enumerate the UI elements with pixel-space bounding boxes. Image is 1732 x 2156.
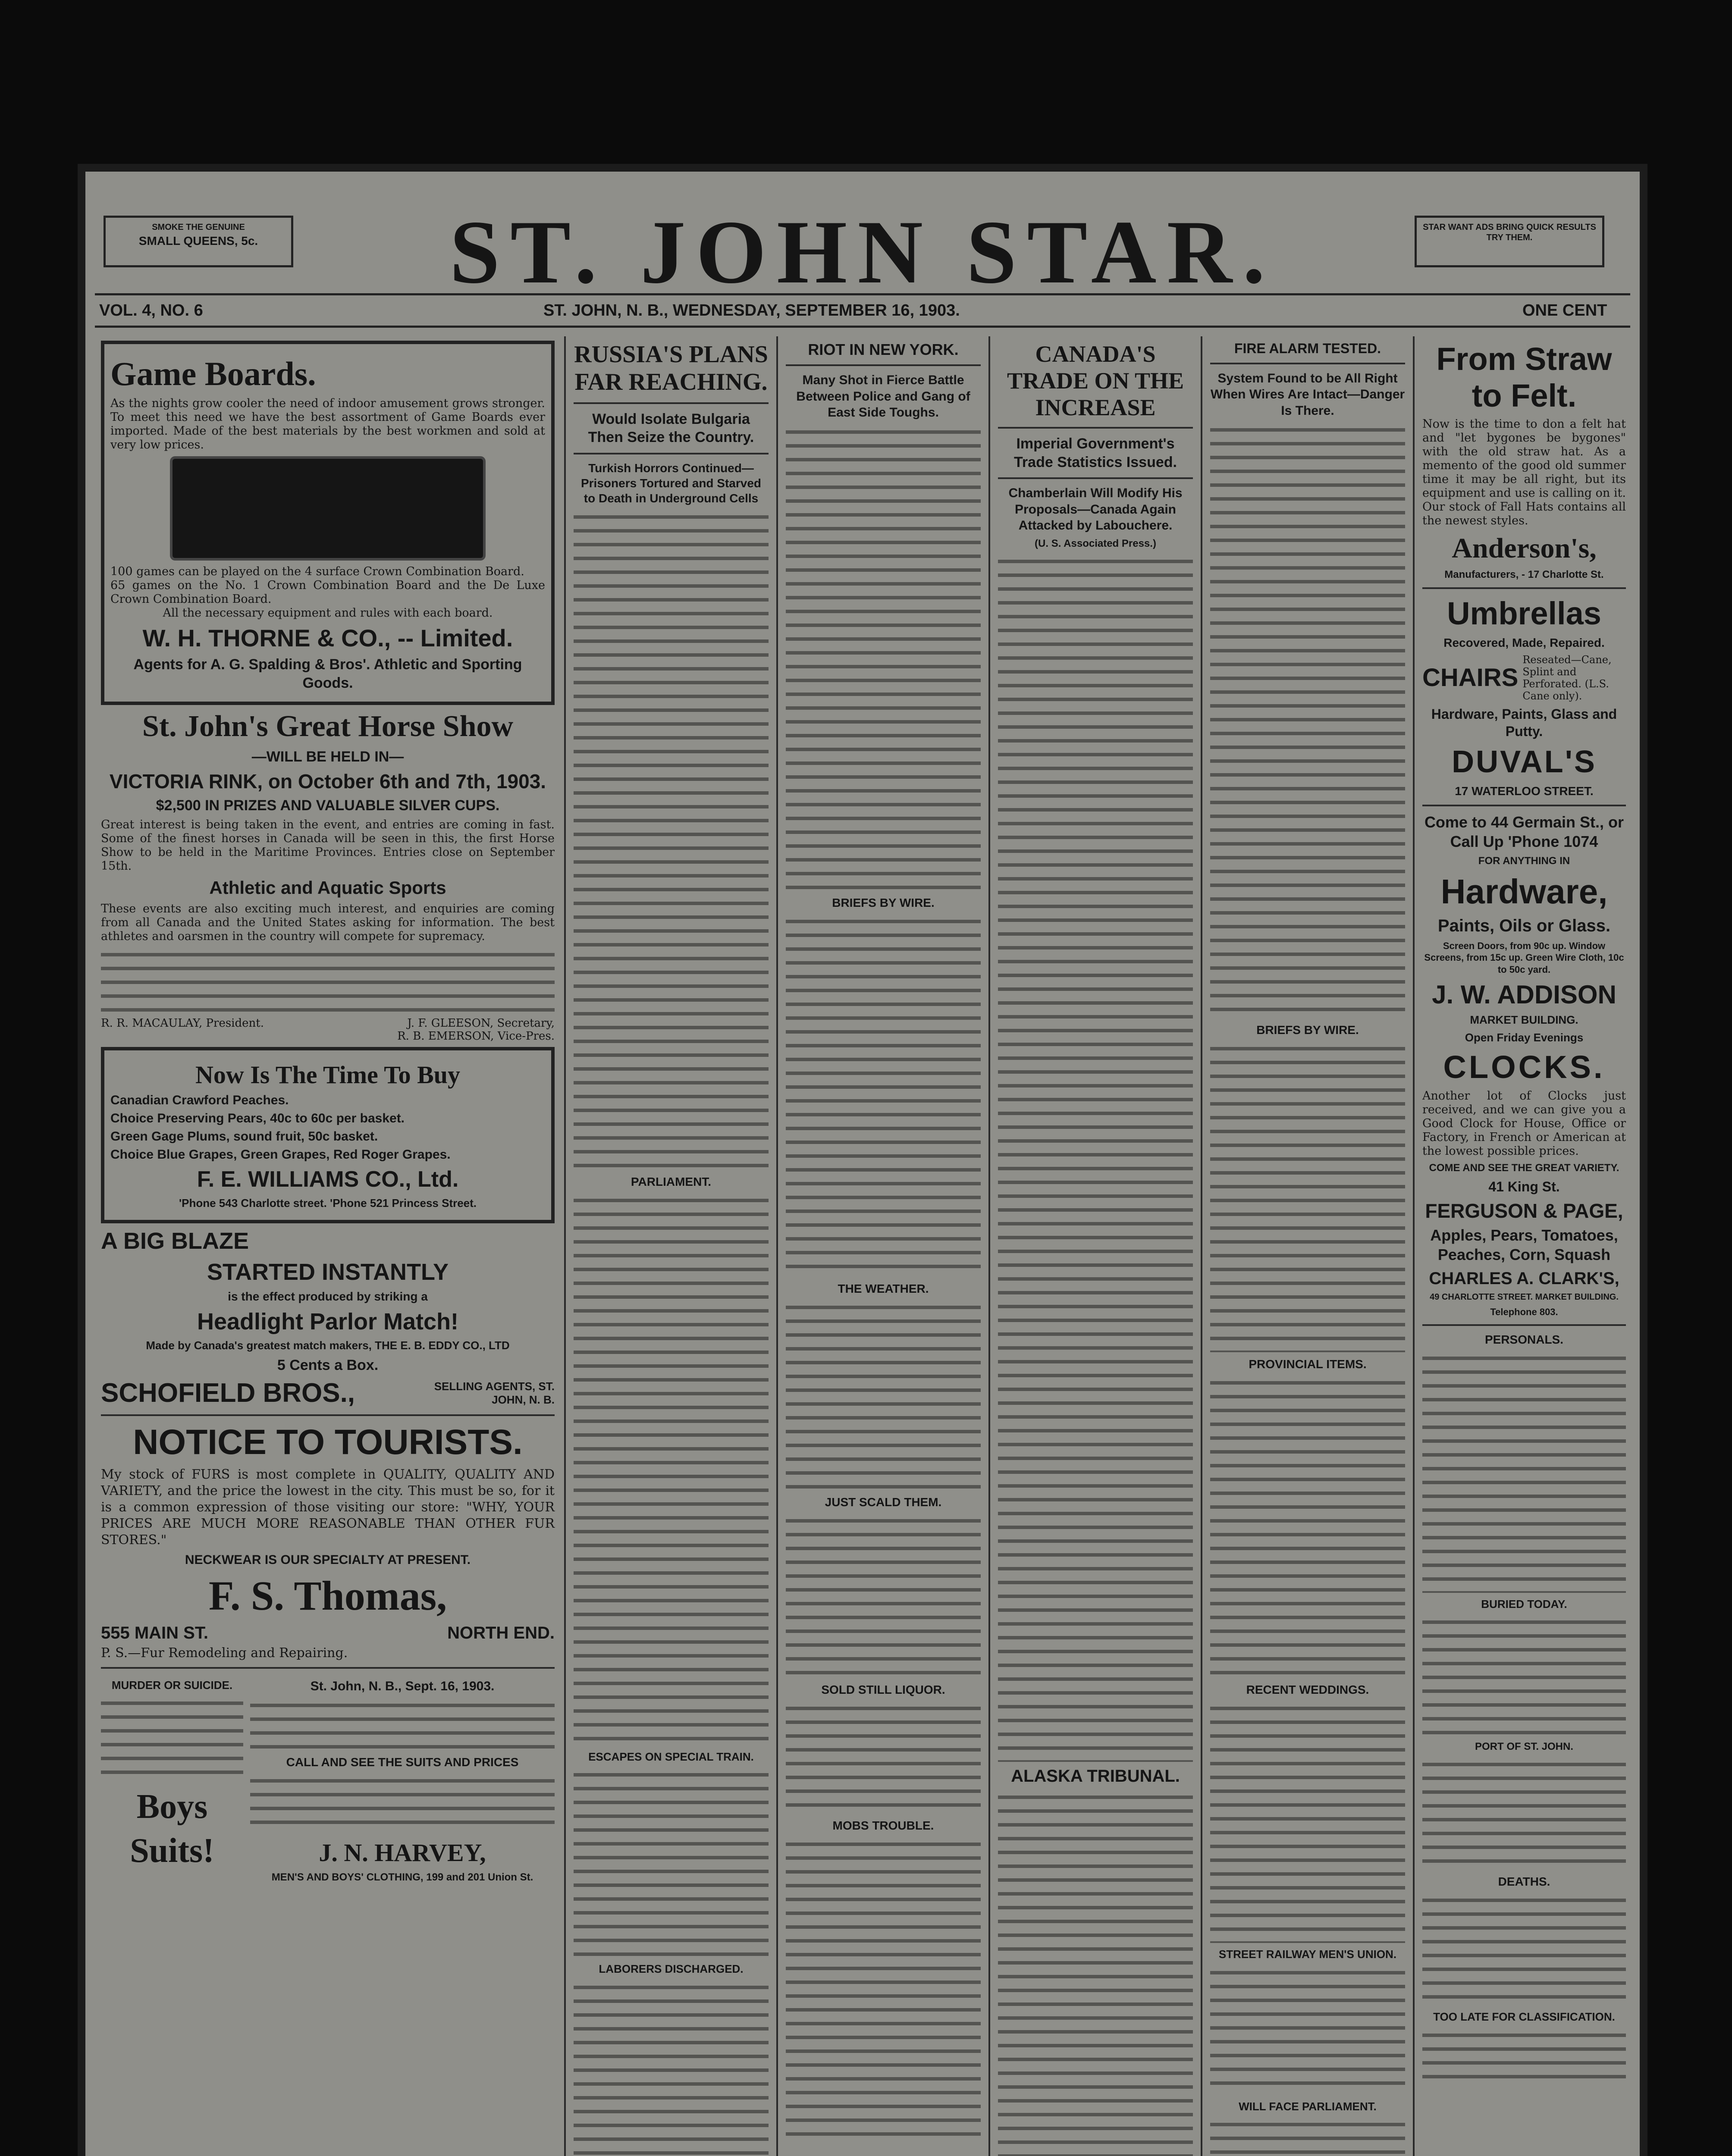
fruit-line: Choice Blue Grapes, Green Grapes, Red Roger Grapes. <box>110 1147 451 1162</box>
clocks-title: CLOCKS. <box>1443 1049 1605 1085</box>
right-ear-ad <box>1415 216 1604 267</box>
anderson-name: Anderson's, <box>1452 533 1597 564</box>
mobs-head: MOBS TROUBLE. <box>832 1818 934 1832</box>
horse-show-ad <box>101 709 555 1043</box>
divider <box>998 427 1193 429</box>
come-line: Come to 44 Germain St., or Call Up 'Phone 1074 <box>1424 813 1624 850</box>
divider <box>1422 805 1626 806</box>
union-head: STREET RAILWAY MEN'S UNION. <box>1218 1948 1397 1961</box>
blaze-line-6: 5 Cents a Box. <box>277 1357 379 1373</box>
divider <box>574 402 769 404</box>
harvey-price-block <box>250 1774 555 1834</box>
divider <box>1422 587 1626 589</box>
fruit-ad <box>101 1047 555 1223</box>
game-boards-detail: 65 games on the No. 1 Crown Combination Board and the De Luxe Crown Combination Board. <box>110 578 545 606</box>
umbrellas-title: Umbrellas <box>1447 595 1601 632</box>
clark-telephone: Telephone 803. <box>1490 1307 1558 1318</box>
burial-text-block <box>1422 1615 1626 1736</box>
issue-price: ONE CENT <box>1522 301 1607 320</box>
paints-line: Paints, Oils or Glass. <box>1437 916 1611 935</box>
trade-headline: CANADA'S TRADE ON THE INCREASE <box>1007 341 1184 421</box>
suits-word: Suits! <box>130 1832 214 1870</box>
newspaper-page <box>78 164 1647 2156</box>
scald-text-block <box>786 1514 981 1678</box>
divider <box>786 364 981 366</box>
schofield-name: SCHOFIELD BROS., <box>101 1378 355 1408</box>
russia-subhead: Would Isolate Bulgaria Then Seize the Country. <box>588 411 754 446</box>
left-ear-ad <box>104 216 293 267</box>
port-head: PORT OF ST. JOHN. <box>1475 1741 1574 1753</box>
briefs-head: BRIEFS BY WIRE. <box>832 896 935 909</box>
column-riot <box>780 336 987 2156</box>
column-rule <box>1413 336 1415 2156</box>
russia-headline: RUSSIA'S PLANS FAR REACHING. <box>574 341 768 396</box>
officer-vice-president: R. B. EMERSON, Vice-Pres. <box>397 1029 555 1043</box>
murder-text-block <box>101 1696 243 1783</box>
left-ear-top-text: SMOKE THE GENUINE <box>152 222 245 232</box>
parliament-head: PARLIAMENT. <box>631 1175 712 1188</box>
addison-open: Open Friday Evenings <box>1465 1031 1584 1044</box>
column-rule <box>564 336 566 2156</box>
trade-text-block <box>998 555 1193 1762</box>
chairs-side: Reseated—Cane, Splint and Perforated. (L.S. Cane only). <box>1522 654 1612 702</box>
umbrellas-sub: Recovered, Made, Repaired. <box>1443 636 1605 650</box>
hardware-title: Hardware, <box>1440 872 1608 911</box>
chairs-row <box>1422 654 1626 702</box>
weddings-text-block <box>1210 1702 1405 1943</box>
scald-head: JUST SCALD THEM. <box>825 1495 942 1509</box>
left-ear-main-text: SMALL QUEENS, 5c. <box>138 234 258 248</box>
schofield-row <box>101 1378 555 1408</box>
harvey-sub: MEN'S AND BOYS' CLOTHING, 199 and 201 Union St. <box>271 1871 533 1883</box>
russia-deck: Turkish Horrors Continued—Prisoners Tortured and Starved to Death in Underground Cells <box>580 461 762 505</box>
chairs-title: CHAIRS <box>1422 663 1519 692</box>
volume-number: VOL. 4, NO. 6 <box>99 301 203 320</box>
harvey-ad <box>250 1675 555 1887</box>
laborers-head: LABORERS DISCHARGED. <box>599 1962 744 1976</box>
thomas-ps: P. S.—Fur Remodeling and Repairing. <box>101 1645 348 1661</box>
horse-show-text-block <box>101 948 555 1012</box>
divider <box>1210 363 1405 364</box>
port-text-block <box>1422 1758 1626 1870</box>
mobs-text-block <box>786 1837 981 2139</box>
personals-head: PERSONALS. <box>1484 1332 1564 1346</box>
late-classification-text-block <box>1422 2028 1626 2089</box>
blaze-line-2: STARTED INSTANTLY <box>207 1259 449 1285</box>
addison-name: J. W. ADDISON <box>1432 980 1616 1009</box>
game-boards-intro: As the nights grow cooler the need of indoor amusement grows stronger. To meet this need we have the best assortment of Game Boards ever imported. Made of the best materials by the best workmen and sold at very low prices. <box>110 396 545 451</box>
horse-show-held: —WILL BE HELD IN— <box>251 748 404 765</box>
union-text-block <box>1210 1966 1405 2095</box>
divider <box>1422 1324 1626 1326</box>
harvey-name: J. N. HARVEY, <box>319 1839 486 1867</box>
straw-line-2: to Felt. <box>1472 378 1577 414</box>
briefs-text-block-2 <box>1210 1042 1405 1352</box>
riot-subhead: Many Shot in Fierce Battle Between Police and Gang of East Side Toughs. <box>796 373 970 420</box>
deaths-head: DEATHS. <box>1498 1875 1550 1889</box>
trade-press-credit: (U. S. Associated Press.) <box>1035 537 1156 549</box>
weather-text-block <box>786 1300 981 1490</box>
duval-address: 17 WATERLOO STREET. <box>1455 784 1594 798</box>
column-fire-alarm <box>1204 336 1411 2156</box>
bottom-left-area <box>101 1675 555 1887</box>
fire-alarm-headline: FIRE ALARM TESTED. <box>1234 341 1381 356</box>
alaska-text-block <box>998 1790 1193 2156</box>
horse-show-venue: VICTORIA RINK, on October 6th and 7th, 1903. <box>109 770 546 793</box>
column-rule <box>1201 336 1202 2156</box>
horse-show-officers <box>101 1017 555 1043</box>
straw-line-1: From Straw <box>1436 341 1612 377</box>
match-ad <box>101 1228 555 1409</box>
column-russia <box>568 336 775 2156</box>
thorne-name: W. H. THORNE & CO., -- Limited. <box>142 624 513 652</box>
column-rule <box>776 336 778 2156</box>
murder-story <box>101 1675 243 1887</box>
apples-line: Apples, Pears, Tomatoes, Peaches, Corn, Squash <box>1430 1226 1618 1264</box>
officer-others <box>397 1017 555 1043</box>
game-boards-equipment: All the necessary equipment and rules with each board. <box>163 606 493 620</box>
liquor-text-block <box>786 1702 981 1814</box>
clark-address: 49 CHARLOTTE STREET. MARKET BUILDING. <box>1430 1292 1619 1302</box>
trade-subhead: Imperial Government's Trade Statistics Issued. <box>1014 436 1177 470</box>
thomas-address <box>101 1623 555 1643</box>
schofield-agents: SELLING AGENTS, ST. JOHN, N. B. <box>434 1379 555 1406</box>
late-classification-head: TOO LATE FOR CLASSIFICATION. <box>1433 2010 1615 2024</box>
blaze-line-4: Headlight Parlor Match! <box>197 1308 459 1335</box>
horse-show-title: St. John's Great Horse Show <box>142 710 514 743</box>
fruit-line: Green Gage Plums, sound fruit, 50c basket. <box>110 1129 378 1144</box>
game-board-illustration <box>170 456 486 561</box>
blaze-line-5: Made by Canada's greatest match makers, THE E. B. EDDY CO., LTD <box>146 1339 510 1352</box>
face-parliament-text-block <box>1210 2118 1405 2156</box>
escapes-text-block <box>574 1768 769 1958</box>
parliament-text-block <box>574 1194 769 1745</box>
laborers-text-block <box>574 1981 769 2156</box>
thomas-district: NORTH END. <box>447 1623 555 1642</box>
thorne-subtitle: Agents for A. G. Spalding & Bros'. Athletic and Sporting Goods. <box>133 656 522 691</box>
blaze-line-3: is the effect produced by striking a <box>228 1289 428 1303</box>
fire-alarm-subhead: System Found to be All Right When Wires Are Intact—Danger Is There. <box>1210 371 1405 418</box>
game-boards-title: Game Boards. <box>110 355 316 392</box>
suits-call: CALL AND SEE THE SUITS AND PRICES <box>286 1755 519 1769</box>
ads-column-left <box>95 336 561 2156</box>
boys-word: Boys <box>136 1788 208 1826</box>
williams-phones: 'Phone 543 Charlotte street. 'Phone 521 Princess Street. <box>179 1197 477 1210</box>
fruit-line: Choice Preserving Pears, 40c to 60c per basket. <box>110 1111 405 1126</box>
fruit-ad-title: Now Is The Time To Buy <box>195 1060 461 1089</box>
ferguson-name: FERGUSON & PAGE, <box>1425 1199 1623 1222</box>
horse-show-body: Great interest is being taken in the event, and entries are coming in fast. Some of the finest horses in Canada will be seen in this, the first Horse Show to be held in the Maritime Provinces. Entries close on September 15th. <box>101 818 555 873</box>
williams-name: F. E. WILLIAMS CO., Ltd. <box>197 1167 459 1192</box>
riot-headline: RIOT IN NEW YORK. <box>808 341 959 358</box>
harvey-text-block <box>250 1698 555 1750</box>
deaths-text-block <box>1422 1893 1626 2006</box>
column-trade <box>992 336 1199 2156</box>
divider <box>101 1414 555 1416</box>
burial-head: BURIED TODAY. <box>1481 1597 1567 1611</box>
for-anything: FOR ANYTHING IN <box>1478 855 1570 867</box>
game-boards-ad <box>101 341 555 705</box>
athletic-sports-head: Athletic and Aquatic Sports <box>209 877 446 898</box>
horse-show-prizes: $2,500 IN PRIZES AND VALUABLE SILVER CUPS. <box>156 797 500 814</box>
briefs-head-2: BRIEFS BY WIRE. <box>1256 1023 1359 1037</box>
neckwear-line: NECKWEAR IS OUR SPECIALTY AT PRESENT. <box>185 1552 471 1567</box>
fire-alarm-text-block <box>1210 423 1405 1018</box>
clocks-address: 41 King St. <box>1488 1178 1560 1194</box>
harvey-date: St. John, N. B., Sept. 16, 1903. <box>310 1679 495 1693</box>
thomas-name: F. S. Thomas, <box>208 1573 447 1619</box>
clocks-body: Another lot of Clocks just received, and we can give you a Good Clock for House, Office or Factory, in French or American at the lowest possible prices. <box>1422 1089 1626 1158</box>
ads-column-right <box>1416 336 1632 2156</box>
clocks-come: COME AND SEE THE GREAT VARIETY. <box>1429 1162 1619 1174</box>
screens-line: Screen Doors, from 90c up. Window Screens, from 15c up. Green Wire Cloth, 10c to 50c yard. <box>1424 940 1624 975</box>
face-parliament-head: WILL FACE PARLIAMENT. <box>1239 2100 1377 2113</box>
liquor-head: SOLD STILL LIQUOR. <box>821 1683 945 1696</box>
anderson-sub: Manufacturers, - 17 Charlotte St. <box>1444 569 1604 581</box>
divider <box>101 1667 555 1669</box>
divider <box>574 453 769 454</box>
personals-text-block <box>1422 1351 1626 1593</box>
russia-text-block <box>574 510 769 1170</box>
dateline-bar <box>95 293 1630 328</box>
weather-head: THE WEATHER. <box>838 1282 929 1295</box>
straw-body: Now is the time to don a felt hat and "let bygones be bygones" with the old straw hat. As a memento of the good old summer time it may be all right, but its equipment and use is calling on it. Our stock of Fall Hats contains all the newest styles. <box>1422 417 1626 528</box>
officer-secretary: J. F. GLEESON, Secretary, <box>407 1016 555 1030</box>
alaska-head: ALASKA TRIBUNAL. <box>1011 1766 1180 1786</box>
riot-text-block <box>786 425 981 891</box>
right-ear-text: STAR WANT ADS BRING QUICK RESULTS TRY THEM. <box>1423 222 1596 242</box>
weddings-head: RECENT WEDDINGS. <box>1246 1683 1369 1697</box>
column-rule <box>988 336 990 2156</box>
blaze-line-1: A BIG BLAZE <box>101 1228 249 1254</box>
athletic-sports-body: These events are also exciting much interest, and enquiries are coming from all Canada and the United States asking for information. The best athletes and oarsmen in the country will compete for supremacy. <box>101 902 555 943</box>
divider <box>998 477 1193 479</box>
provincial-head: PROVINCIAL ITEMS. <box>1249 1357 1367 1371</box>
game-boards-side: 100 games can be played on the 4 surface Crown Combination Board. <box>110 564 524 578</box>
duval-name: DUVAL'S <box>1452 745 1597 780</box>
masthead-title: ST. JOHN STAR. <box>449 202 1276 302</box>
publication-date: ST. JOHN, N. B., WEDNESDAY, SEPTEMBER 16, 1903. <box>543 301 960 320</box>
tourists-ad <box>101 1422 555 1661</box>
provincial-text-block <box>1210 1376 1405 1678</box>
thomas-street: 555 MAIN ST. <box>101 1623 208 1642</box>
briefs-text-block <box>786 915 981 1277</box>
hardware-line: Hardware, Paints, Glass and Putty. <box>1431 706 1617 740</box>
addison-market: MARKET BUILDING. <box>1470 1013 1578 1027</box>
clark-name: CHARLES A. CLARK'S, <box>1429 1269 1619 1288</box>
trade-deck: Chamberlain Will Modify His Proposals—Canada Again Attacked by Labouchere. <box>1008 486 1183 533</box>
officer-president: R. R. MACAULAY, President. <box>101 1016 264 1030</box>
escapes-head: ESCAPES ON SPECIAL TRAIN. <box>588 1750 754 1763</box>
tourists-body: My stock of FURS is most complete in QUALITY, QUALITY AND VARIETY, and the price the lowest in the city. This must be so, for it is a common expression of those visiting our store: "WHY, YOUR PRICES ARE MUCH MORE REASONABLE THAN OTHER FUR STORES." <box>101 1467 555 1548</box>
tourists-title: NOTICE TO TOURISTS. <box>133 1423 523 1462</box>
murder-head: MURDER OR SUICIDE. <box>111 1678 233 1692</box>
fruit-line: Canadian Crawford Peaches. <box>110 1093 289 1108</box>
